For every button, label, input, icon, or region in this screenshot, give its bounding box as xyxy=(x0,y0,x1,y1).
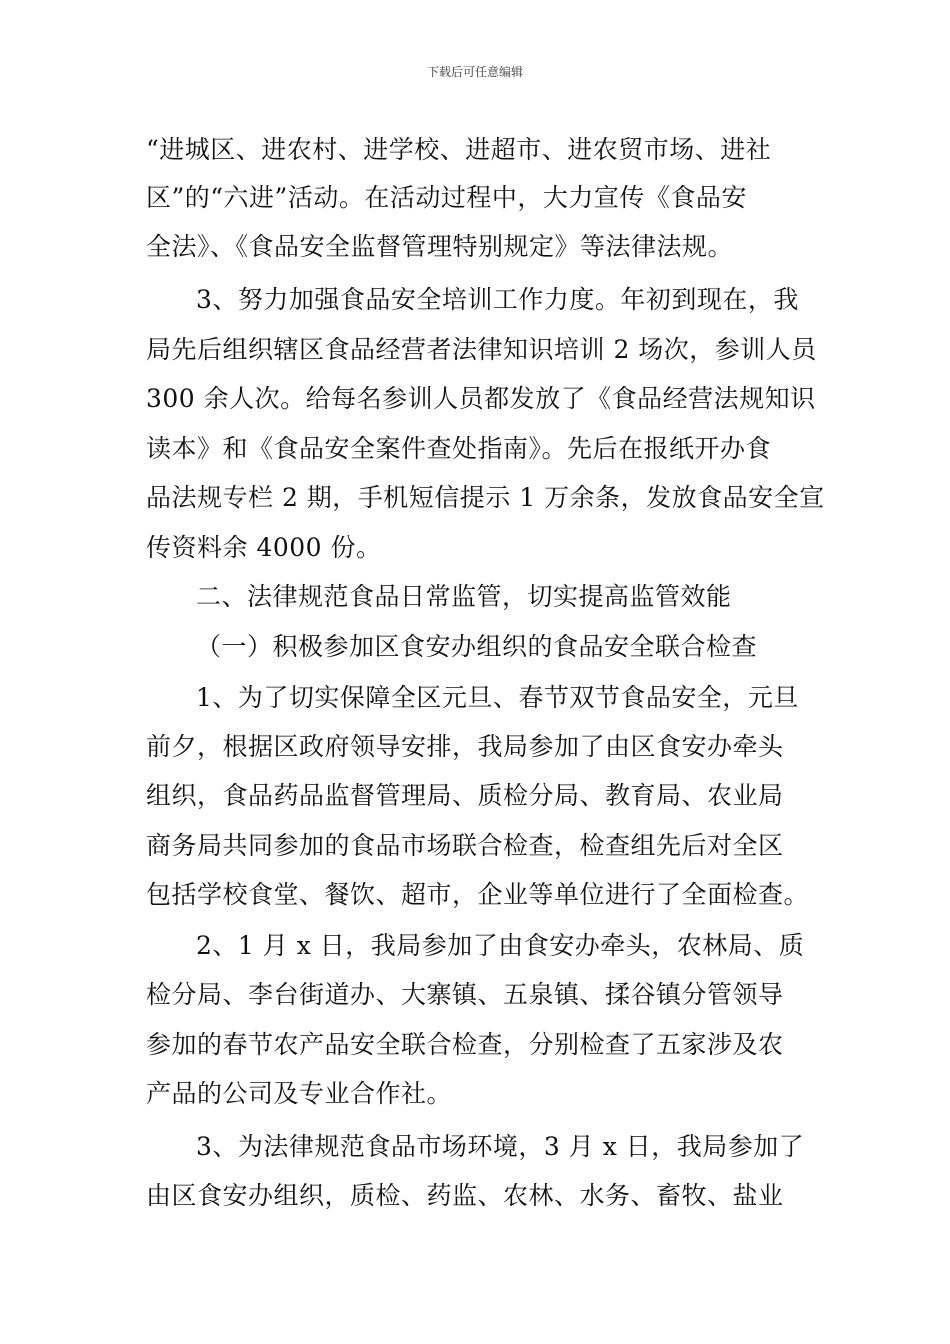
text-line: 前夕，根据区政府领导安排，我局参加了由区食安办牵头 xyxy=(146,732,784,761)
text-line: 1、为了切实保障全区元旦、春节双节食品安全，元旦 xyxy=(196,683,799,712)
text-line: 区”的“六进”活动。在活动过程中，大力宣传《食品安 xyxy=(146,183,747,212)
text-line: 包括学校食堂、餐饮、超市，企业等单位进行了全面检查。 xyxy=(146,880,810,909)
page-header: 下载后可任意编辑 xyxy=(426,65,523,79)
text-line: “进城区、进农村、进学校、进超市、进农贸市场、进社 xyxy=(146,135,772,164)
text-line: 商务局共同参加的食品市场联合检查，检查组先后对全区 xyxy=(146,831,784,860)
text-line: 检分局、李台街道办、大寨镇、五泉镇、揉谷镇分管领导 xyxy=(146,980,784,1009)
text-line: 参加的春节农产品安全联合检查，分别检查了五家涉及农 xyxy=(146,1030,784,1059)
text-line: 品法规专栏 2 期，手机短信提示 1 万余条，发放食品安全宣 xyxy=(146,483,825,512)
text-line: 3、为法律规范食品市场环境，3 月 x 日，我局参加了 xyxy=(196,1132,805,1161)
text-line: 局先后组织辖区食品经营者法律知识培训 2 场次，参训人员 xyxy=(146,335,817,364)
text-line: 2、1 月 x 日，我局参加了由食安办牵头，农林局、质 xyxy=(196,931,805,960)
text-line: 组织，食品药品监督管理局、质检分局、教育局、农业局 xyxy=(146,781,784,810)
text-line: 由区食安办组织，质检、药监、农林、水务、畜牧、盐业 xyxy=(146,1181,784,1210)
text-line: 传资料余 4000 份。 xyxy=(146,533,382,562)
text-line: 3、努力加强食品安全培训工作力度。年初到现在，我 xyxy=(196,285,799,314)
subsection-heading: （一）积极参加区食安办组织的食品安全联合检查 xyxy=(196,632,758,661)
text-line: 读本》和《食品安全案件查处指南》。先后在报纸开办食 xyxy=(146,434,772,463)
text-line: 产品的公司及专业合作社。 xyxy=(146,1079,453,1108)
text-line: 300 余人次。给每名参训人员都发放了《食品经营法规知识 xyxy=(146,384,816,413)
text-line: 全法》、《食品安全监督管理特别规定》等法律法规。 xyxy=(146,232,734,261)
section-heading: 二、法律规范食品日常监管，切实提高监管效能 xyxy=(196,582,732,611)
